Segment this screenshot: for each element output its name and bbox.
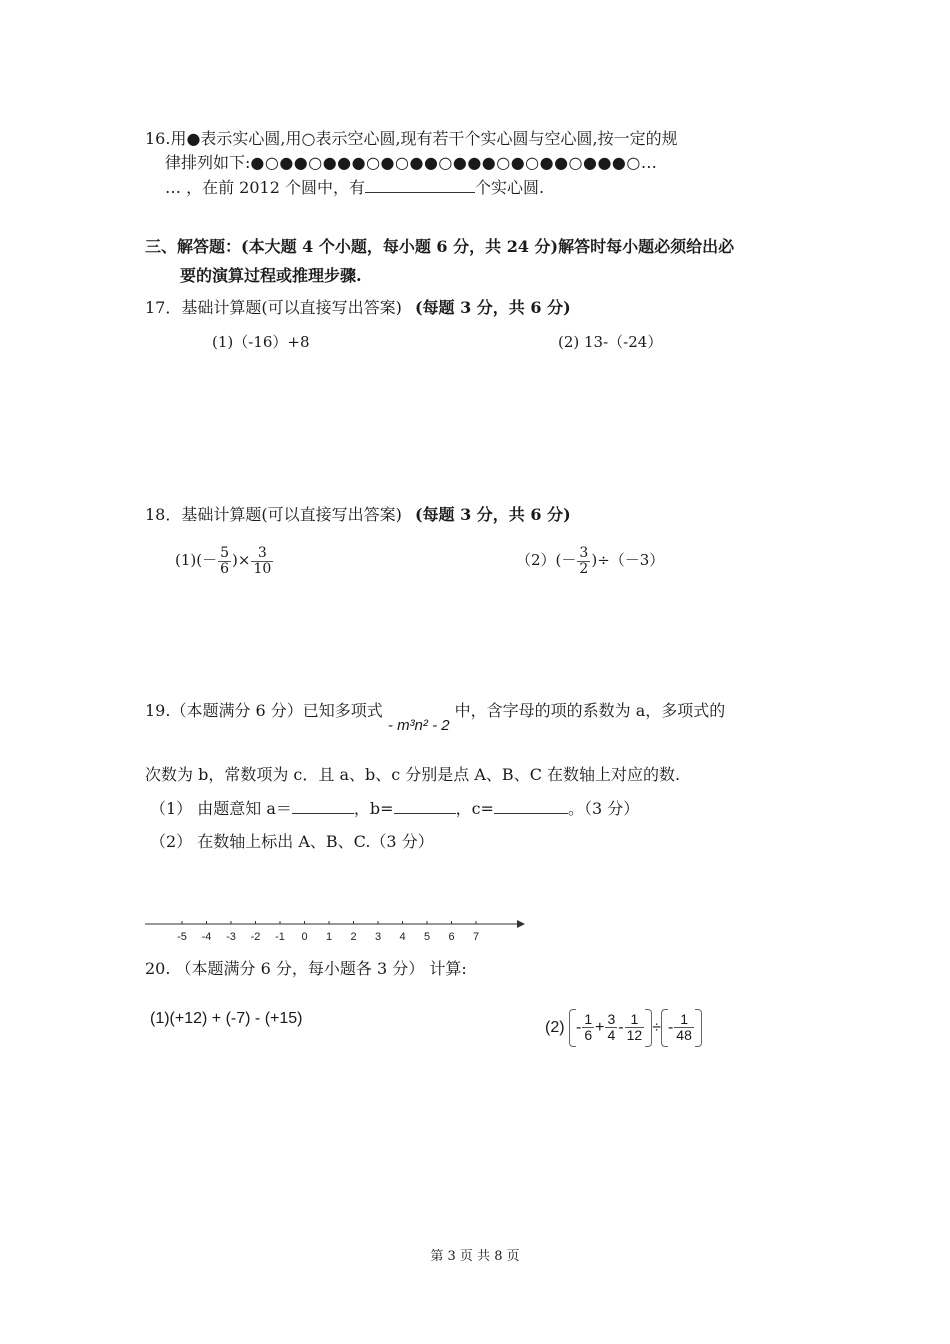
q18-p2-tail: ÷（－3） — [597, 551, 665, 569]
q20-minus2: - — [618, 1019, 624, 1036]
number-line — [145, 912, 530, 948]
number-line-tick-label: -1 — [275, 931, 285, 943]
q20-frac4: $\frac{1}{48}$ — [676, 1011, 692, 1044]
q18-title: 18．基础计算题(可以直接写出答案) — [145, 505, 402, 524]
number-line-tick-label: 2 — [350, 931, 357, 943]
number-line-tick-label: 0 — [301, 931, 308, 943]
q18-p2-close: ) — [591, 551, 598, 569]
q19-line1-b: 中，含字母的项的系数为 a，多项式的 — [454, 701, 726, 720]
number-line-tick-label: -3 — [226, 931, 236, 943]
q20-divide: ÷ — [652, 1019, 661, 1036]
number-line-tick-label: -2 — [250, 931, 261, 943]
q18-part1-label: (1) — [175, 551, 197, 569]
q16-line2-prefix: 律排列如下: — [165, 153, 251, 172]
left-bracket-2 — [661, 1009, 668, 1047]
q19-line1-a: 19.（本题满分 6 分）已知多项式 — [145, 701, 383, 720]
q16-circle-sequence: ●○●●○●●●○●○●●○●●●○●○●●○●●●○… — [250, 153, 658, 172]
q20-part1: (1)(+12) + (-7) - (+15) — [150, 1010, 303, 1027]
section3-heading-line2: 要的演算过程或推理步骤. — [180, 266, 362, 285]
page-footer: 第 3 页 共 8 页 — [430, 1249, 520, 1264]
q19-b-blank[interactable] — [394, 797, 456, 814]
q20-frac1: $\frac{1}{6}$ — [584, 1011, 593, 1044]
left-bracket — [569, 1009, 576, 1047]
q17-title-line — [145, 297, 571, 319]
q19-sub1-a: （1） 由题意知 a＝ — [150, 799, 292, 818]
right-bracket-2 — [695, 1009, 702, 1047]
q18-score: (每题 3 分，共 6 分) — [414, 505, 571, 524]
q17-part2: (2) 13-（-24） — [558, 333, 663, 351]
q19-sub1-b: ，b= — [353, 799, 394, 818]
number-line-tick-label: 3 — [374, 931, 382, 943]
q18-p2-open: (－ — [555, 551, 577, 569]
q16-line3-a: … ，在前 2012 个圆中，有 — [165, 178, 365, 197]
q18-p1-close: )× — [232, 551, 251, 569]
q19-sub2: （2） 在数轴上标出 A、B、C.（3 分） — [150, 832, 434, 851]
q17-score: (每题 3 分，共 6 分) — [414, 298, 571, 317]
number-line-tick-label: 6 — [448, 931, 455, 943]
q20-part2-label: (2) — [545, 1019, 565, 1036]
number-line-tick-label: -5 — [177, 931, 187, 943]
q19-c-blank[interactable] — [494, 797, 568, 814]
number-line-tick-label: 7 — [472, 931, 480, 943]
q20-minus1: - — [576, 1019, 582, 1036]
q18-part2 — [516, 540, 664, 580]
q18-part1 — [175, 540, 274, 580]
q18-p1-open: (－ — [196, 551, 218, 569]
q19-polynomial: - m³n² - 2 — [387, 717, 450, 734]
q19-sub1-c: ，c= — [455, 799, 494, 818]
q18-p1-frac2: $\frac{3}{10}$ — [253, 544, 272, 577]
q19-a-blank[interactable] — [292, 797, 354, 814]
q19-line1 — [145, 700, 726, 734]
number-line-tick-label: 4 — [399, 931, 406, 943]
q19-sub1-d: 。（3 分） — [567, 799, 640, 818]
q20-title: 20. （本题满分 6 分，每小题各 3 分） 计算: — [145, 959, 467, 978]
section3-heading: 三、解答题：(本大题 4 个小题，每小题 6 分，共 24 分)解答时每小题必须给出必 — [145, 237, 735, 256]
q20-part2 — [545, 1008, 702, 1048]
q18-p1-frac1: $\frac{5}{6}$ — [220, 544, 230, 577]
q16-answer-blank[interactable] — [365, 176, 475, 193]
q20-frac2: $\frac{3}{4}$ — [607, 1011, 616, 1044]
q16-line3 — [165, 176, 544, 199]
q16-line3-b: 个实心圆. — [474, 178, 545, 197]
number-line-tick-label: 1 — [325, 931, 333, 943]
q20-minus3: - — [667, 1019, 674, 1036]
number-line-tick-label: 5 — [423, 931, 431, 943]
q19-sub1 — [150, 797, 639, 820]
q16-line2 — [165, 152, 657, 174]
q18-p2-frac1: $\frac{3}{2}$ — [579, 544, 589, 577]
q19-line2: 次数为 b，常数项为 c．且 a、b、c 分别是点 A、B、C 在数轴上对应的数. — [145, 765, 681, 784]
q18-part2-label: （2） — [516, 551, 556, 569]
q18-title-line — [145, 504, 571, 526]
q20-plus: + — [595, 1019, 605, 1036]
number-line-arrow — [517, 920, 525, 928]
q16-line1: 16.用●表示实心圆,用○表示空心圆,现有若干个实心圆与空心圆,按一定的规 — [145, 129, 678, 148]
q17-part1: (1)（-16）+8 — [212, 333, 310, 351]
number-line-tick-label: -4 — [201, 931, 212, 943]
q20-frac3: $\frac{1}{12}$ — [626, 1011, 643, 1044]
q17-title: 17．基础计算题(可以直接写出答案) — [145, 298, 402, 317]
